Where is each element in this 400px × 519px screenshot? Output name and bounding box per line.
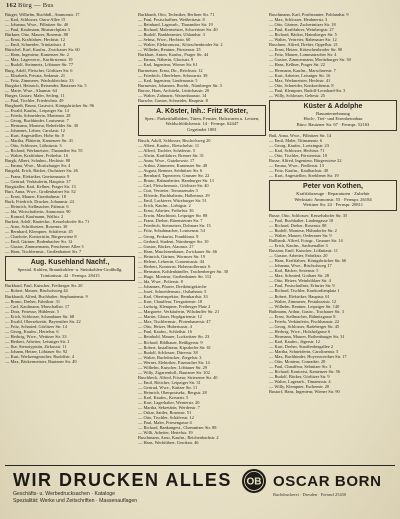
directory-entry: — Hedwig, Wwe., Wettiner Str. 33 <box>5 333 67 339</box>
directory-entry: — Paul, Klempner, Rudolf-Leonhard-Str. 3 <box>269 87 346 93</box>
directory-entry: — Rudolf, Bankbeamter, Uhlandstr. 3 <box>138 32 205 38</box>
directory-entry: — Gerhard, Student, Nürnberger Str. 10 <box>138 238 209 244</box>
advert-box-desc: Hoch-, Tief- und Eisenbetonbau <box>303 116 363 122</box>
directory-entry: — Reinhold, Maurer, Lockwitzer Str. 23 <box>138 334 210 340</box>
directory-entry: — Heinrich, Oberpostsekr., Bergstr. 28 <box>138 389 207 395</box>
directory-entry: — Kurt, Arbeiter, Leisniger Str. 16 <box>269 72 331 78</box>
directory-entry: Buschner, Alfred, Dreher, Oppellstr. 21 <box>269 42 338 48</box>
directory-entry: — Hugo, Monteur, Großenhainer Str. 112 <box>138 273 212 279</box>
directory-entry: Bürschel, Karl, Kaufm., Zwickauer Str. 60 <box>5 47 80 53</box>
directory-entry: — Karl, Kaufm., Jägerstr. 12 <box>269 338 320 344</box>
directory-entry: — Karl, Ingenieur, Lindenaustr. 5 <box>138 77 198 83</box>
directory-entry: Burkhardt, Otto, Techniker, Berliner Str. 71 <box>138 12 215 17</box>
directory-entry: — Fritz, Schuhmacher, Louisenstr. 54 <box>138 228 205 234</box>
directory-entry: — Paul, Maler, Friesengasse 4 <box>138 420 192 426</box>
directory-entry: — Franz, Dreher, Bärensteiner Str. 7 <box>138 218 203 224</box>
directory-entry: — Johanna, Wwe., Bischofsweg 17 <box>269 263 332 269</box>
directory-entry: Burgstaller, Karl, Kellner, Prager Str. 13 <box>5 183 76 189</box>
directory-entry: Buschbeck, Alfred, Friseur, Striesener Str. 40 <box>138 374 218 380</box>
directory-entry: — Ida, Wwe., Polierstr. 8 <box>138 278 183 284</box>
directory-entry: — Paul, Chauffeur, Sebnitzer Str. 3 <box>269 364 332 370</box>
footer-advertisement <box>5 465 395 516</box>
directory-entry: — Paul, Postschaffner, Weißeritzstr. 8 <box>138 17 205 23</box>
directory-entry: — Georg, Buchbinder, Louisenstr. 7 <box>5 117 69 123</box>
directory-entry: — Gustav, Zimmermann, Pieschener Allee 3 <box>5 244 84 250</box>
advert-box-title: Küster & Adolphe <box>303 102 363 110</box>
directory-entry: — Bernhard, Tapezierer, Grunaer Str. 22 <box>138 172 210 178</box>
directory-entry: — Karl, Oberinspektor, Bernhardstr. 33 <box>138 294 208 300</box>
directory-entry: Buß, Anna, Wwe., Pillnitzer Str. 14 <box>269 132 332 138</box>
directory-entry: — Ida, Wirtschafterin, Ammonstr. 90 <box>5 208 71 214</box>
directory-entry: — Elisabeth, Privata, Sedanstr. 21 <box>5 72 66 78</box>
directory-entry: Burkhardt, Alfred, Buchhalter, Stephanienstr. 9 <box>5 293 88 299</box>
directory-entry: — Walter, Vertreter, Rabenauer Str. 12 <box>269 37 337 43</box>
directory-entry: — Walter, Buchdrucker, Ziegelstr. 3 <box>138 354 202 360</box>
directory-entry: — Willi, Arbeiter, Hertelstr. 19 <box>138 430 193 436</box>
directory-entry: — Marie, Wwe., Alaunstr. 64 <box>5 87 57 93</box>
directory-entry: — Richard, Tischler, Konkordienplatz 1 <box>269 288 340 294</box>
directory-entry: — Reinhard, Lagerarb., Tharandter Str. 19 <box>138 22 213 28</box>
directory-entry: — Richard, Bankangest., Chemnitzer Str. 88 <box>138 425 217 431</box>
directory-entry: — Carl, Kaufmann, Marschallstr. 17 <box>5 303 70 309</box>
directory-entry: — Hans, Ingenieur, Kamenzer Str. 2 <box>5 52 69 58</box>
column-1 <box>5 12 135 462</box>
printer-logo-icon <box>241 468 267 494</box>
advert-box-desc: Werkstatt: Ammonstr. 55 · Fernspr. 26184 <box>294 196 372 202</box>
directory-entry: — Max, Werkmeister, Hechtstr. 41 <box>269 77 331 83</box>
directory-entry: — Rudolf, Bäcker, Görlitzer Str. 9 <box>269 374 330 380</box>
directory-entry: Bürkner, Otto, Maurer, Rosenstr. 88 <box>5 32 69 38</box>
directory-entry: — Martha, Plätterin, Kamenzer Str. 41 <box>5 138 74 144</box>
directory-entry: — Emil, Maler, Tittmannstr. 6 <box>269 137 323 143</box>
directory-entry: — Erich, Schlosser, Schandauer Str. 68 <box>5 313 75 319</box>
directory-entry: — Friedrich, Oberlehrer, Schnorrstr. 38 <box>138 72 208 78</box>
directory-entry: — Paul, Postschaffner, Erfurter Str. 9 <box>269 283 335 289</box>
directory-entry: — Otto, Heizer, Hubertusstr. 4 <box>138 324 192 330</box>
directory-entry: — Dora, Friseuse, Hüblerstr. 5 <box>5 308 60 314</box>
directory-entry: — Georg, Kaufm., Hertelstr. 6 <box>5 328 59 334</box>
directory-entry: Burkhart, Anton, Kaufm., Prager Str. 44 <box>138 52 209 58</box>
directory-entry: — Rudolf, Steinmetz, Löbtauer Str. 77 <box>5 62 74 68</box>
directory-entry: — Karl, Bäcker, Seitenstr. 5 <box>269 268 319 274</box>
directory-entry: — Kurt, Dreher, Stauffenbergallee 2 <box>269 344 334 349</box>
advert-box-title: Aug. Kusehland Nachf., <box>30 259 110 267</box>
directory-entry: — Oskar, Sattler, Rosenstr. 51 <box>138 410 192 416</box>
directory-entry: Busse, Alfred, Ingenieur, Bürgerwiese 22 <box>269 157 342 163</box>
directory-entry: — Hans, Maschinenbauer, Zwickauer Str. 66 <box>138 248 218 254</box>
directory-entry: — Hans, Tischlermstr., Großenhainer Str. 7 <box>5 249 82 255</box>
directory-entry: — Walter, Elektromont., Kötzschenbroder Str. 2 <box>138 42 223 48</box>
directory-entry: Burkert, Adolf, Bautechn., Kesselsdorfer Str. 71 <box>5 218 90 224</box>
directory-entry: — Ewald, Kaufm., Leipziger Str. 14 <box>5 107 69 113</box>
directory-entry: — Elfriede, Buchhalterin, Holbeinstr. 29 <box>138 193 210 199</box>
directory-entry: Burgdorf, Heinrich, Reisender, Bautzner Str. 5 <box>5 82 87 88</box>
advert-box-desc: Bauunternehmung <box>316 110 350 116</box>
directory-entry: — Willy, Klempner, Eschenstr. 20 <box>269 384 330 390</box>
advert-box-kuester-adolphe <box>269 100 397 131</box>
directory-entry: — Josef, Schneidermstr., Ostbahnstr. 5 <box>138 289 207 295</box>
directory-entry: — Erich, Kaufm., Sachsenallee 3 <box>269 243 328 249</box>
directory-entry: — Fritz, Zimmerer, Wachsbleichstr. 33 <box>5 77 74 83</box>
directory-entry: — Otto, Tischler, Schäferstr. 12 <box>138 415 194 421</box>
directory-entry: — Franz, Elektriker, Gneisenaustr. 9 <box>5 173 70 179</box>
directory-entry: — Fritz, Schmied, Görlitzer Str. 14 <box>5 323 67 329</box>
directory-entry: Burger, Gustav, Maler, Seilerg. 11 <box>5 92 65 98</box>
directory-entry: — Margarete, Verkäuferin, Wilsdruffer Str. 21 <box>138 309 220 315</box>
directory-entry: — August, Rentner, Seidnitzer Str. 6 <box>138 167 203 173</box>
directory-entry: — Emil, Lackierer, Würzburger Str. 51 <box>138 198 207 204</box>
directory-entry: — Otto, Gärtner, Zschertnitzer Str. 18 <box>269 22 336 28</box>
directory-entry: — Karl, Kaufm., Kreuzstr. 5 <box>138 395 189 401</box>
page-number: 162 <box>6 2 17 9</box>
directory-entry: Burk, Friedrich, Drucker, Johannstr. 24 <box>5 198 74 204</box>
directory-entry: — Emma, Wwe., Moritzburger Str. 4 <box>5 163 71 169</box>
directory-entry: Bürger, Wilhelm, Buchhdl., Ammonstr. 17 <box>5 12 80 17</box>
directory-entry: — Gustav, Bäcker, Alaunstr. 27 <box>138 243 194 249</box>
directory-entry: — Otto, Schlosser, Lößnitzstr. 3 <box>5 143 62 149</box>
directory-entry: — Fritz, Kaufm., Kaulbachstr. 40 <box>269 167 329 173</box>
directory-entry: — Martin, Glaser, Hopfgartenstr. 12 <box>138 314 202 320</box>
advert-box-kusehland <box>5 256 135 281</box>
directory-entry: — Wilhelm, Kutscher, Löbtauer Str. 29 <box>138 364 208 370</box>
directory-entry: — Johanna, Wwe., Pillnitzer Str. 40 <box>5 22 69 28</box>
directory-entry: — Johann, Heizer, Löbtauer Str. 92 <box>5 349 68 355</box>
directory-entry: — Emma, Wwe., Fiedlerstr. 13 <box>269 162 324 168</box>
directory-entry: — Hans, Werkführer, Gerokstr. 46 <box>138 440 199 446</box>
directory-entry: — Paul, Tischler, Friedrichstr. 49 <box>5 97 64 103</box>
directory-entry: — Hedwig, Wwe., Holzhofgasse 6 <box>269 328 331 334</box>
directory-entry: — Herbert, Arbeiter, Leisniger Str. 2 <box>5 338 70 344</box>
directory-entry: — Gustav, Zimmermann, Moritzburger Str. 30 <box>269 57 351 63</box>
directory-entry: — Richard, Dreher, Rosenstr. 88 <box>269 222 327 228</box>
directory-entry: — Kurt, Angestellter, Strehlener Str. 19 <box>269 172 339 178</box>
directory-entry: — Gertrud, Wwe., Kaitzer Str. 11 <box>138 384 198 390</box>
directory-entry: — Georg, Schlosser, Radeberger Str. 45 <box>269 323 340 329</box>
directory-entry: — Friedrich, Steinsetzer, Dohnaer Str. 15 <box>138 223 211 229</box>
directory-entry: — Frieda, Verkäuferin, Fischhausstr. 22 <box>269 318 340 324</box>
directory-entry: — Hermann, Kohlenhändler, Trachenberger Str. 30 <box>138 268 228 274</box>
advert-box-desc: Trinitatisstr. 42 · Fernspr. 28415 <box>40 272 100 278</box>
directory-entry: — Emil, Böttcher, Leipziger Str. 31 <box>138 379 201 385</box>
directory-entry: — Max, Schlosser, Heubnerstr. 3 <box>269 17 328 23</box>
directory-entry: — Hermann, Monteur, Rehefelder Str. 30 <box>5 123 78 129</box>
directory-entry: — Hans, Kraftfahrer, Königsbrücker Str. 66 <box>269 258 347 264</box>
directory-entry: — Werner, Elektriker, Eisenacher Str. 14 <box>138 359 210 365</box>
column-2 <box>138 12 266 462</box>
directory-entry: Busse, Otto, Schlosser, Kesselsdorfer Str. 35 <box>269 212 348 218</box>
directory-entry: Buschmann, Karl, Postbeamter, Pohlandstr. 9 <box>269 12 349 17</box>
advert-box-title: Peter von Kothen, <box>303 183 363 190</box>
directory-entry: — Rudolf, Monteur, Hühndorfer Str. 2 <box>269 227 337 233</box>
entries-3b <box>269 133 397 178</box>
directory-entry: — Paul, Kaufmann, Bismarckplatz 3 <box>5 27 70 33</box>
directory-entry: — Otto, Schneider, Konkordienstr. 8 <box>269 82 334 88</box>
entries-1b <box>5 283 135 364</box>
directory-entry: — Hermann, Kaufm., Marschnerstr. 7 <box>269 67 336 73</box>
advert-box-desc: Spezial. Kohlen, Braunkohlen- u. Steinkohlen-Großhdlg. <box>17 267 123 273</box>
directory-entry: — Willy, Schlosser, Gehestr. 25 <box>269 92 325 98</box>
directory-entry: Burmeister, Ernst, Dir., Reichsstr. 12 <box>138 67 203 73</box>
directory-entry: — Kurt, Chauffeur, Tiergartenstr. 18 <box>138 299 203 305</box>
directory-entry: — Georg, Kaufm., Lortzingstr. 23 <box>269 142 329 148</box>
directory-entry: — Willy, Zigarrenhdl., Bautzner Str. 102 <box>138 369 210 375</box>
directory-entry: — Emma, Näherin, Glacisstr. 9 <box>138 57 194 63</box>
directory-entry: Buri, Anna, Wwe., Großenhainer Str. 52 <box>5 188 76 194</box>
directory-entry: Burgk, Albert, Schuhm., Hechtstr. 88 <box>5 158 71 164</box>
page-header <box>6 2 394 12</box>
directory-entry: — Walter, Lagerarb., Timaeusstr. 4 <box>269 379 331 385</box>
directory-entry: — Ilse, Stenotypistin, Zirkusstr. 11 <box>5 344 67 349</box>
directory-entry: — Walter, Maurer, Oederaner Str. 9 <box>269 232 332 238</box>
directory-entry: — Kurt, Lagerhalter, Wernerstr. 20 <box>138 400 200 406</box>
directory-entry: — Johannes, Pfarrer, Dreikönigskirche <box>138 283 207 289</box>
directory-entry: — Konrad, Kaufmann, Wallstr. 2 <box>5 213 64 219</box>
advert-brand: OSCAR BORN <box>273 473 382 490</box>
directory-entry: Burow, Hans, Architekt, Lüttichaustr. 20 <box>138 87 210 93</box>
advert-headline: WIR DRUCKEN ALLES <box>13 470 232 490</box>
directory-entry: — Selma, Wwe., Hechtstr. 60 <box>138 37 191 43</box>
directory-entry: — Heinrich, Gärtner, Wormser Str. 19 <box>138 253 205 259</box>
directory-entry: Busch, Adolf, Schlosser, Bischofsweg 20 <box>138 137 211 143</box>
directory-entry: — Robert, Maurer, Bischofsweg 44 <box>5 288 68 294</box>
directory-entry: — Arno, Schriftsetzer, Rosenstr. 30 <box>5 223 68 229</box>
directory-entry: — Ernst, Kraftfahrer, Hechtstr. 12 <box>5 37 65 43</box>
directory-entry: — Martha, Schneiderin, Carolinenstr. 5 <box>269 349 339 355</box>
directory-entry: Burkhard, Paul, Kutscher, Freiberger Str. 20 <box>5 283 83 289</box>
advert-line-1: Geschäfts- u. Werbedrucksachen · Kataloge <box>13 491 115 497</box>
directory-entry: — Karl, Schlosser, Ostra-Allee 15 <box>5 17 66 23</box>
directory-entry: — Ludwig, Klempner, Freiberger Platz 2 <box>138 304 211 310</box>
advert-box-desc: Spez.: Parkettfußböden, Türen, Fenster, Holzwaren u. Leisten, <box>144 115 260 121</box>
directory-entry: — Richard, Kontorist, Kamenzer Str. 56 <box>269 369 340 375</box>
directory-entry: — Anna, Wwe., Gutzkowstr. 17 <box>138 157 195 163</box>
directory-entry: — Max, Bäckermeister, Bautzner Str. 49 <box>5 359 77 365</box>
entries-1a <box>5 12 135 254</box>
directory-entry: — Martha, Sekretärin, Werderstr. 7 <box>138 405 200 411</box>
directory-entry: — Max, Buchbinder, Hoyerswerdaer Str. 17 <box>269 354 347 360</box>
directory-entry: — Ernst, Arbeiter, Fröbelstr. 36 <box>138 208 194 214</box>
directory-entry: — Ernst, Heizer, Kötzschenbroder Str. 90 <box>269 47 343 53</box>
directory-entry: — Bruno, Dreher, Fabrikstr. 31 <box>5 298 61 304</box>
directory-entry: — Karl, Ingenieur, Wiener Str. 61 <box>138 62 198 68</box>
directory-entry: Burg, Adolf, Fleischer, Görlitzer Str. 6 <box>5 67 73 73</box>
advert-line-2: Spezialität: Werke und Zeitschriften · Massenauflagen <box>13 498 138 504</box>
advert-box-desc: Büro: Bautzner Str. 67 · Fernspr. 52163 <box>296 121 370 127</box>
directory-entry: — Georg, Prokurist, Franklinstr. 9 <box>138 233 199 239</box>
directory-entry: — Helene, Lehrerin, Comeniusstr. 44 <box>138 258 204 264</box>
directory-entry: — Emil, Schneider, Trinitatisstr. 4 <box>5 42 66 48</box>
advert-box-desc: Gegründet 1881 <box>187 127 217 133</box>
directory-entry: — Paul, Buchhalter, Lindengasse 10 <box>269 217 334 223</box>
directory-entry: Bußmann, Arthur, Gastw., Trachauer Str. 3 <box>269 308 344 314</box>
directory-entry: — Wilhelm, Rentner, Fürstenstr. 25 <box>138 47 201 53</box>
directory-entry: — Albert, Kaufm., Rietschelstr. 11 <box>138 142 200 148</box>
directory-entry: — Ernst, Maurer, Eisenbahnstr. 18 <box>5 193 66 199</box>
directory-entry: — Kurt, Werkzeugmacher, Rudolfstr. 4 <box>5 354 75 360</box>
directory-entry: — Fritz, Maurer, Lommatzscher Str. 4 <box>269 52 337 58</box>
directory-entry: — Carl, Fleischermstr., Görlitzer Str. 40 <box>138 183 209 189</box>
logo-text: OB <box>246 476 262 488</box>
directory-entry: — Robert, Elektriker, Hauptstr. 61 <box>269 293 330 299</box>
directory-entry: — Otto, Monteur, Conradstr. 28 <box>269 359 326 365</box>
directory-entry: — Heinrich, Stellmacher, Palmstr. 6 <box>5 203 69 209</box>
directory-entry: — Paul, Kaufm., Schloßstr. 16 <box>138 329 192 335</box>
directory-entry: — Alfred, Tischler, Schäferstr. 5 <box>138 147 196 153</box>
directory-entry: Bussian, Emil, Kutscher, Lößnitzstr. 11 <box>269 248 338 254</box>
column-3 <box>269 12 397 462</box>
advert-brand-sub: Buchdruckerei · Dresden · Fernruf 25430 <box>273 492 347 497</box>
directory-entry: — Arthur, Zimmerer, Kamenzer Str. 48 <box>138 162 208 168</box>
directory-entry: — Walter, Zimmerer, Pestalozzistr. 12 <box>269 298 337 304</box>
entries-2a <box>138 12 266 103</box>
directory-entry: — Otto, Tischler, Förstereistr. 10 <box>269 152 328 158</box>
directory-entry: — Robert, Installateur, Kipsdorfer Str. 61 <box>138 344 211 350</box>
directory-entry: — Max, Schmied, Gothaer Str. 28 <box>269 273 329 279</box>
directory-entry: — Hans, Kellner, Prager Str. 22 <box>269 62 325 68</box>
directory-entry: Buschmann, Arno, Kaufm., Reichenbachstr. 2 <box>138 435 219 441</box>
directory-entry: — Ewald, Obersekretär, Bayreuther Str. 22 <box>5 318 81 324</box>
directory-entry: — Wilhelm, Rentner, Leipziger Str. 140 <box>269 303 340 309</box>
directory-entry: — Paul, Kraftfahrer, Weinbergstr. 27 <box>269 27 334 33</box>
directory-entry: — Kurt, Angestellter, Hohe Str. 8 <box>5 133 64 139</box>
directory-entry: — Richard, Bildhauer, Reißigerstr. 9 <box>138 339 203 345</box>
directory-entry: — Walter, Kraftfahrer, Fröbelstr. 16 <box>5 153 68 159</box>
directory-entry: — Frieda, Schneiderin, Marienstr. 28 <box>5 112 71 118</box>
directory-entry: Bustorf, Hans, Ingenieur, Wiener Str. 90 <box>269 389 340 395</box>
entries-3c <box>269 213 397 395</box>
directory-entry: Burgold, Erich, Bäcker, Oschatzer Str. 26 <box>5 168 78 174</box>
directory-entry: — Emil, Gärtner, Bodenbacher Str. 12 <box>5 239 73 245</box>
advert-box-kothen <box>269 180 397 211</box>
directory-entry: — Max, Tischlermstr., Pfotenhauerstr. 47 <box>138 319 211 325</box>
entries-2b <box>138 138 266 446</box>
directory-entry: Bursche, Gustav, Schneider, Hauptstr. 8 <box>138 97 208 103</box>
directory-entry: Burghardt, Bruno, Gastwirt, Königsbrücker Str. 96 <box>5 102 95 108</box>
entries-3a <box>269 12 397 98</box>
directory-entry: — Gertrud, Verkäuferin, Hauptstr. 37 <box>5 178 71 184</box>
directory-entry: — Max, Lagerverw., Kurfürstenstr. 19 <box>5 57 73 63</box>
directory-entry: — Bruno, Bahnarbeiter, Hamburger Str. 13 <box>138 178 214 183</box>
directory-entry: Burmester, Johannes, Buchh., Nürnberger Str. 3 <box>138 82 222 88</box>
advert-box-koester <box>138 105 266 136</box>
directory-entry: Bußhardt, Alfred, Fotogr., Grunaer Str. 14 <box>269 238 343 244</box>
directory-entry: — Richard, Bäcker, Hainsberger Str. 5 <box>269 32 337 38</box>
directory-entry: — Erwin, Maschinist, Leipziger Str. 88 <box>138 213 208 219</box>
directory-entry: — Gustav, Arbeiter, Fabrikstr. 20 <box>269 253 328 259</box>
advert-box-desc: Wettiner Str. 24 · Fernspr. 20811 <box>302 202 364 208</box>
directory-entry: — Walter, Zahnarzt, Waisenhausstr. 14 <box>138 92 207 98</box>
directory-entry: — Erich, Kaufm., Liebigstr. 2 <box>138 203 191 209</box>
directory-entry: — Bernhard, Klempner, Schäferstr. 45 <box>5 229 73 235</box>
directory-entry: — Herbert, Kontorist, Hohenzollernstr. 6 <box>138 263 211 269</box>
directory-entry: — Richard, Malermeister, Schweriner Str. 40 <box>138 27 218 33</box>
advert-box-desc: Waldschlößchenstr. 14 · Fernspr. 62447 <box>165 121 239 127</box>
advert-box-title: A. Köster, Inh.: Fritz Köster, <box>156 107 248 115</box>
directory-entry: — Johannes, Lehrer, Carolastr. 12 <box>5 128 65 134</box>
directory-entry: — Karl, Schlosser, Hechtstr. 71 <box>269 147 325 153</box>
directory-entry: — Hermann, Maurer, Rothenburger Str. 31 <box>269 333 345 339</box>
directory-entry: — Charlotte, Kontoristin, Bürgerwiese 8 <box>5 234 77 240</box>
directory-entry: — Otto, Heizer, Weinböhlaer Str. 4 <box>269 278 331 284</box>
directory-entry: — Curt, Vertreter, Terrassenufer 3 <box>138 188 198 194</box>
directory-entry: — Alwin, Kraftfahrer, Bremer Str. 31 <box>138 152 204 158</box>
directory-entry: — Rudolf, Schlosser, Dürerstr. 38 <box>138 349 198 355</box>
directory-entry: — Richard, Werkmeister, Tharandter Str. 55 <box>5 148 83 154</box>
advert-box-desc: Kraftfahrzeuge · Reparaturen · Zubehör <box>296 191 370 196</box>
directory-entry: — Ernst, Stellmacher, Rähnitzgasse 8 <box>269 313 336 319</box>
running-title: Bürg — Bus <box>18 2 54 9</box>
